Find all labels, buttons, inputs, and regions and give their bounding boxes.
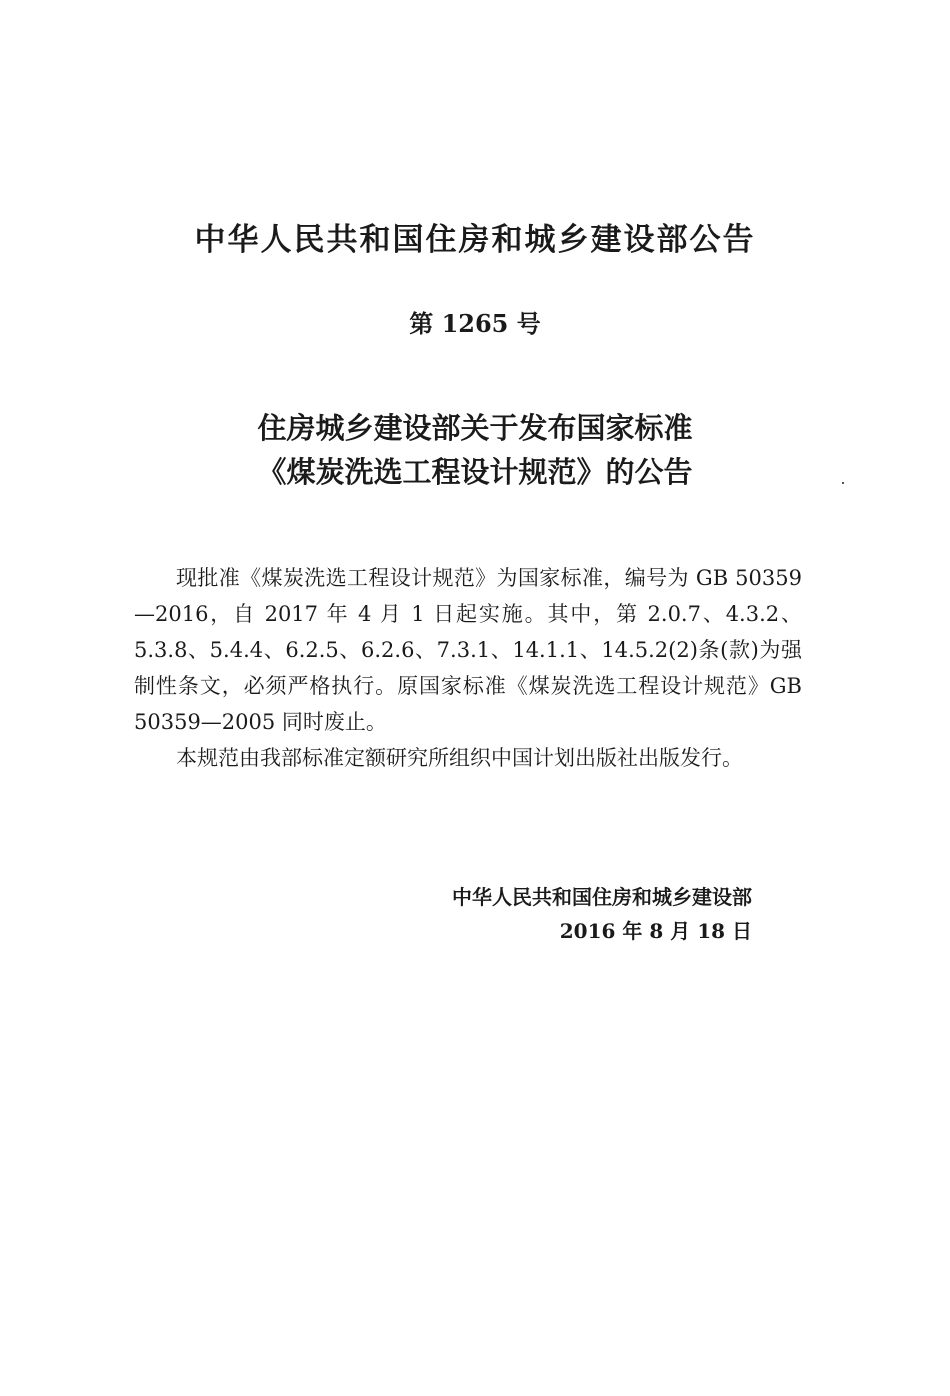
body-paragraph-1: 现批准《煤炭洗选工程设计规范》为国家标准，编号为 GB 50359—2016，自 2017 年 4 月 1 日起实施。其中，第 2.0.7、4.3.2、5.3.8、5.4.4、6.2.5、6.2.6、7.3.1、14.1.1、14.5.2(2)条(款)为强制性条文，必须严格执行。原国家标准《煤炭洗选工程设计规范》GB 50359—2005 同时废止。 [134, 566, 802, 734]
signature-block [452, 880, 752, 948]
announcement-heading: 中华人民共和国住房和城乡建设部公告 [194, 222, 756, 258]
notice-title [0, 406, 950, 494]
scan-speck [842, 482, 844, 484]
issuer-name: 中华人民共和国住房和城乡建设部 [452, 885, 752, 909]
body-paragraph-2: 本规范由我部标准定额研究所组织中国计划出版社出版发行。 [176, 746, 743, 770]
issue-date: 2016 年 8 月 18 日 [559, 919, 752, 943]
announcement-number: 第 1265 号 [409, 309, 541, 338]
notice-body [134, 560, 802, 776]
notice-title-line-1: 住房城乡建设部关于发布国家标准 [257, 411, 693, 445]
notice-title-line-2: 《煤炭洗选工程设计规范》的公告 [257, 455, 693, 489]
